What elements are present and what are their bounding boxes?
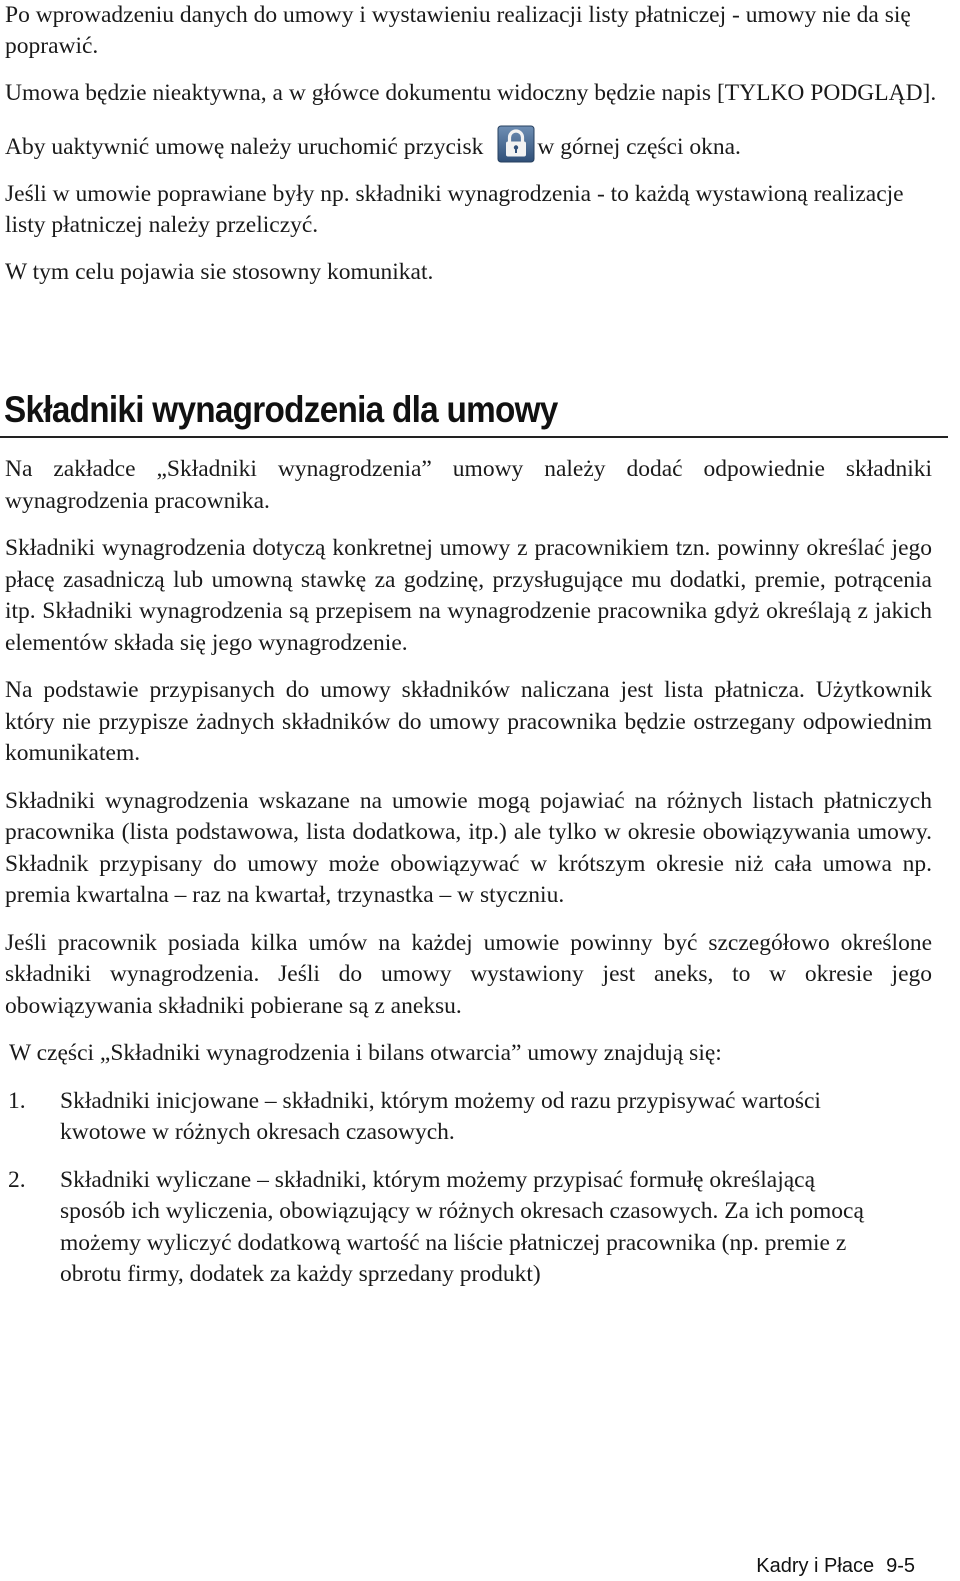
list-item-text: Składniki wyliczane – składniki, którym możemy przypisać formułę określającą sposób ich wyliczenia, obowiązujący w różnych okresach czasowych. Za ich pomocą możemy wyliczyć dodatkową wartość na liście płatniczej pracownika (np. premie z obrotu firmy, dodatek za każdy sprzedany produkt)	[60, 1166, 864, 1287]
list-item-number: 2.	[8, 1166, 26, 1193]
intro-paragraph: Umowa będzie nieaktywna, a w główce dokumentu widoczny będzie napis [TYLKO PODGLĄD].	[5, 80, 937, 106]
intro-paragraph: Po wprowadzeniu danych do umowy i wystawieniu realizacji listy płatniczej - umowy nie da się poprawić.	[5, 2, 911, 59]
list-item	[5, 1165, 932, 1291]
body-paragraph: W części „Składniki wynagrodzenia i bilans otwarcia” umowy znajdują się:	[9, 1040, 722, 1066]
body-paragraph: Na podstawie przypisanych do umowy składników naliczana jest lista płatnicza. Użytkownik który nie przypisze żadnych składników do umowy pracownika będzie ostrzegany odpowiednim komunikatem.	[5, 677, 932, 766]
lock-icon	[497, 125, 535, 163]
section-body	[5, 454, 932, 1307]
footer-label: Kadry i Płace	[756, 1555, 875, 1577]
intro-paragraph: Jeśli w umowie poprawiane były np. składniki wynagrodzenia - to każdą wystawioną realizacje listy płatniczej należy przeliczyć.	[5, 181, 904, 238]
numbered-list	[5, 1086, 932, 1291]
intro-text: w górnej części okna.	[537, 134, 741, 160]
list-item-text: Składniki inicjowane – składniki, którym możemy od razu przypisywać wartości kwotowe w różnych okresach czasowych.	[60, 1087, 821, 1145]
intro-text: Aby uaktywnić umowę należy uruchomić przycisk	[5, 134, 484, 160]
body-paragraph: Na zakładce „Składniki wynagrodzenia” umowy należy dodać odpowiednie składniki wynagrodzenia pracownika.	[5, 456, 932, 514]
intro-paragraph: W tym celu pojawia sie stosowny komunikat.	[5, 259, 434, 285]
list-item	[5, 1086, 932, 1149]
intro-paragraph-with-icon	[5, 125, 940, 163]
section-title: Składniki wynagrodzenia dla umowy	[4, 389, 558, 430]
section-heading	[0, 388, 948, 438]
intro-section	[5, 0, 940, 304]
body-paragraph: Składniki wynagrodzenia dotyczą konkretnej umowy z pracownikiem tzn. powinny określać jego płacę zasadniczą lub umowną stawkę za godzinę, przysługujące mu dodatki, premie, potrącenia itp. Składniki wynagrodzenia są przepisem na wynagrodzenie pracownika gdyż określają z jakich elementów składa się jego wynagrodzenie.	[5, 535, 932, 656]
body-paragraph: Składniki wynagrodzenia wskazane na umowie mogą pojawiać na różnych listach płatniczych pracownika (lista podstawowa, lista dodatkowa, itp.) ale tylko w okresie obowiązywania umowy. Składnik przypisany do umowy może obowiązywać w krótszym okresie niż cała umowa np. premia kwartalna – raz na kwartał, trzynastka – w styczniu.	[5, 787, 932, 908]
body-paragraph: Jeśli pracownik posiada kilka umów na każdej umowie powinny być szczegółowo określone składniki wynagrodzenia. Jeśli do umowy wystawiony jest aneks, to w okresie jego obowiązywania składniki pobierane są z aneksu.	[5, 929, 932, 1019]
page-footer	[756, 1551, 915, 1581]
page-number: 9-5	[886, 1555, 915, 1577]
list-item-number: 1.	[8, 1087, 26, 1114]
